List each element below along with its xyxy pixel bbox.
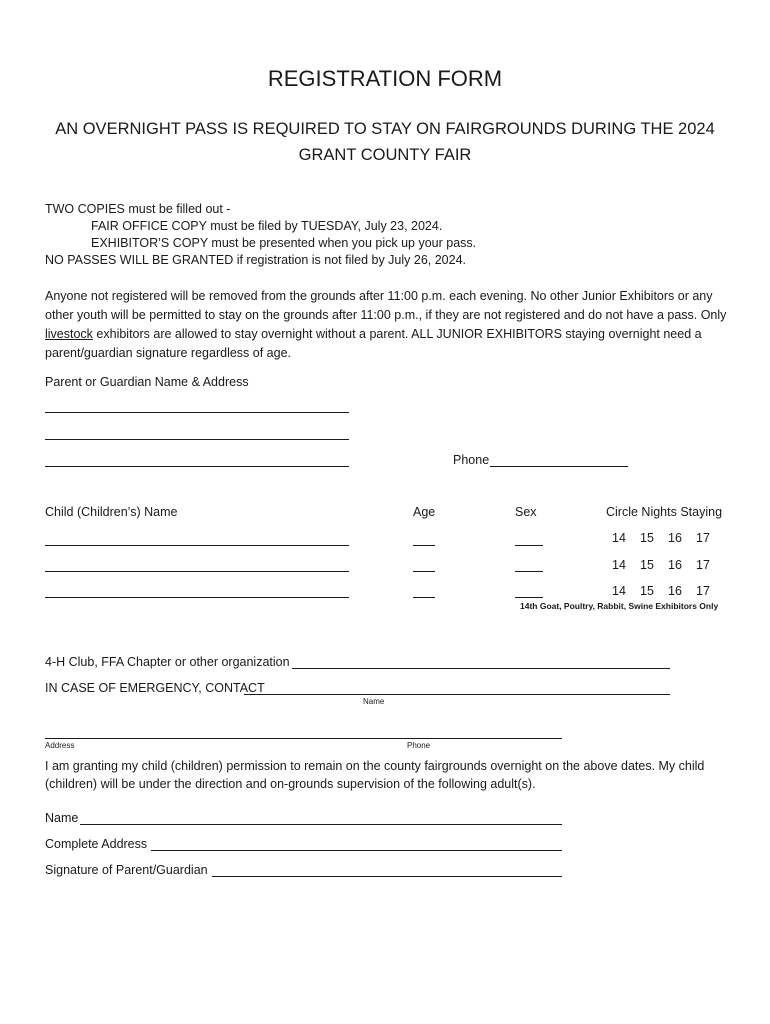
- rules-livestock: livestock: [45, 327, 93, 341]
- night-option-14[interactable]: 14: [612, 584, 626, 598]
- night-option-15[interactable]: 15: [640, 531, 654, 545]
- nights-row-3[interactable]: [612, 584, 724, 598]
- child-name-field-1[interactable]: [45, 545, 349, 546]
- form-title: REGISTRATION FORM: [267, 66, 503, 91]
- child-sex-field-3[interactable]: [515, 597, 543, 598]
- child-age-header: Age: [413, 505, 436, 519]
- nights-row-2[interactable]: [612, 558, 724, 572]
- child-name-field-3[interactable]: [45, 597, 349, 598]
- guardian-phone-label: Phone: [453, 453, 490, 467]
- child-sex-header: Sex: [515, 505, 537, 519]
- guardian-phone-field[interactable]: [490, 466, 628, 467]
- emergency-label: IN CASE OF EMERGENCY, CONTACT: [45, 681, 265, 695]
- signature-field[interactable]: [212, 876, 562, 877]
- guardian-label: Parent or Guardian Name & Address: [45, 375, 249, 389]
- nights-note: 14th Goat, Poultry, Rabbit, Swine Exhibitors Only: [520, 601, 719, 611]
- child-age-field-1[interactable]: [413, 545, 435, 546]
- emergency-address-phone-field[interactable]: [45, 738, 562, 739]
- child-age-field-3[interactable]: [413, 597, 435, 598]
- night-option-16[interactable]: 16: [668, 531, 682, 545]
- supervisor-address-field[interactable]: [151, 850, 562, 851]
- supervisor-name-label: Name: [45, 811, 79, 825]
- rules-paragraph: [45, 287, 735, 363]
- emergency-name-field[interactable]: [244, 694, 670, 695]
- child-name-field-2[interactable]: [45, 571, 349, 572]
- supervisor-name-field[interactable]: [80, 824, 562, 825]
- night-option-15[interactable]: 15: [640, 584, 654, 598]
- night-option-16[interactable]: 16: [668, 584, 682, 598]
- organization-label: 4-H Club, FFA Chapter or other organization: [45, 655, 290, 669]
- form-subtitle: AN OVERNIGHT PASS IS REQUIRED TO STAY ON FAIRGROUNDS DURING THE 2024 GRANT COUNTY FAIR: [55, 120, 715, 164]
- night-option-14[interactable]: 14: [612, 531, 626, 545]
- instruction-copies: TWO COPIES must be filled out -: [45, 202, 231, 216]
- guardian-line-1[interactable]: [45, 412, 349, 413]
- emergency-name-caption: Name: [363, 697, 385, 706]
- guardian-line-2[interactable]: [45, 439, 349, 440]
- night-option-16[interactable]: 16: [668, 558, 682, 572]
- signature-label: Signature of Parent/Guardian: [45, 863, 208, 877]
- rules-text-1: Anyone not registered will be removed from the grounds after 11:00 p.m. each evening. No other Junior Exhibitors or any other youth will be permitted to stay on the grounds after 11:00 p.m., if they are not registered and do not have a pass. Only: [45, 289, 727, 322]
- instruction-office-copy: FAIR OFFICE COPY must be filed by TUESDAY, July 23, 2024.: [91, 219, 443, 233]
- child-age-field-2[interactable]: [413, 571, 435, 572]
- emergency-phone-caption: Phone: [407, 741, 431, 750]
- child-sex-field-1[interactable]: [515, 545, 543, 546]
- night-option-14[interactable]: 14: [612, 558, 626, 572]
- child-name-header: Child (Children’s) Name: [45, 505, 178, 519]
- guardian-line-3[interactable]: [45, 466, 349, 467]
- permission-paragraph: I am granting my child (children) permission to remain on the county fairgrounds overnight on the above dates. My child (children) will be under the direction and on-grounds supervision of the following adult(s).: [45, 759, 705, 791]
- night-option-17[interactable]: 17: [696, 531, 710, 545]
- nights-row-1[interactable]: [612, 531, 724, 545]
- rules-text-2: exhibitors are allowed to stay overnight without a parent. ALL JUNIOR EXHIBITORS staying overnight need a parent/guardian signature regardless of age.: [45, 327, 702, 360]
- emergency-address-caption: Address: [45, 741, 75, 750]
- night-option-17[interactable]: 17: [696, 584, 710, 598]
- organization-field[interactable]: [292, 668, 670, 669]
- night-option-15[interactable]: 15: [640, 558, 654, 572]
- supervisor-address-label: Complete Address: [45, 837, 148, 851]
- night-option-17[interactable]: 17: [696, 558, 710, 572]
- instruction-exhibitor-copy: EXHIBITOR’S COPY must be presented when you pick up your pass.: [91, 236, 477, 250]
- child-sex-field-2[interactable]: [515, 571, 543, 572]
- nights-header: Circle Nights Staying: [606, 505, 723, 519]
- instruction-no-passes: NO PASSES WILL BE GRANTED if registration is not filed by July 26, 2024.: [45, 253, 467, 267]
